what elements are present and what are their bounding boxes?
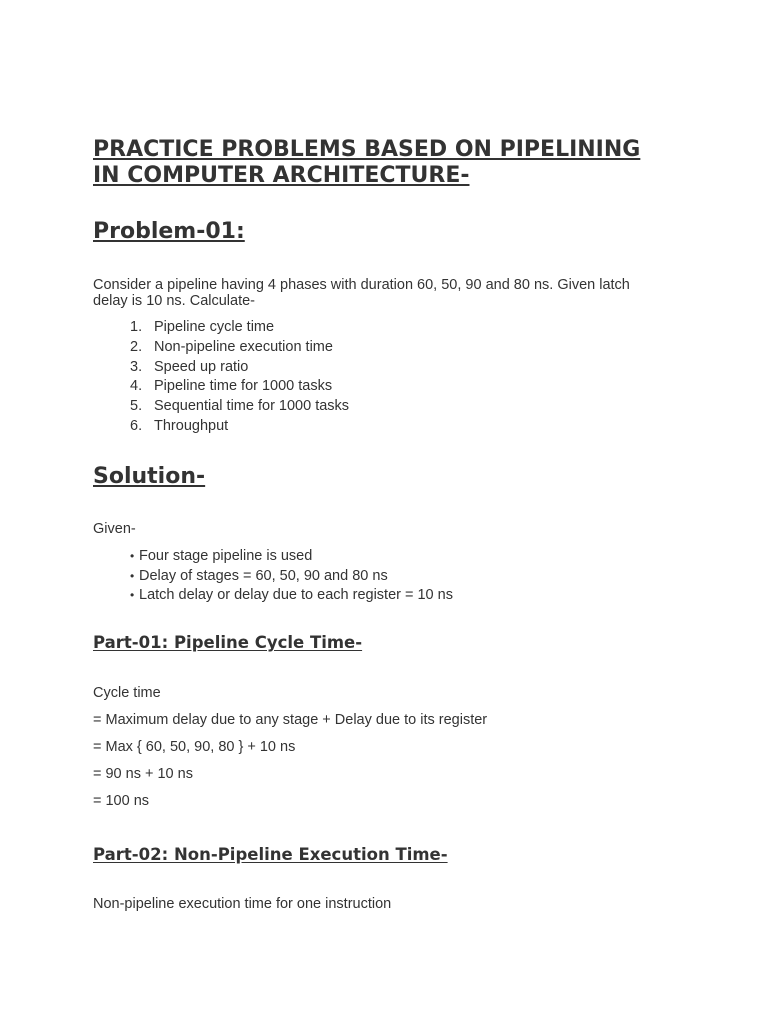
task-list: [93, 318, 349, 437]
task-text: Pipeline cycle time: [154, 319, 275, 335]
part1-heading: Part-01: Pipeline Cycle Time-: [93, 633, 363, 652]
part1-line: Cycle time: [93, 685, 161, 701]
task-number: 2.: [130, 338, 143, 355]
task-item: [93, 318, 349, 338]
page-title-line-2: IN COMPUTER ARCHITECTURE-: [93, 163, 470, 188]
task-item: [93, 397, 349, 417]
page-title: [93, 137, 683, 189]
problem-heading: Problem-01:: [93, 219, 245, 244]
part1-line: = 100 ns: [93, 793, 150, 809]
task-item: [93, 377, 349, 397]
given-item: [93, 547, 453, 567]
task-item: [93, 338, 349, 358]
task-number: 5.: [130, 398, 143, 415]
part1-line: = Max { 60, 50, 90, 80 } + 10 ns: [93, 739, 296, 755]
task-text: Throughput: [154, 417, 229, 434]
part1-line: = Maximum delay due to any stage + Delay due to its register: [93, 712, 488, 728]
task-number: 6.: [130, 417, 143, 434]
part2-text: Non-pipeline execution time for one instruction: [93, 896, 392, 912]
bullet-icon: •: [130, 568, 135, 583]
bullet-icon: •: [130, 588, 135, 603]
given-label: Given-: [93, 521, 136, 537]
task-text: Speed up ratio: [154, 358, 249, 375]
bullet-icon: •: [130, 549, 135, 563]
given-text: Four stage pipeline is used: [139, 548, 313, 564]
given-item: [93, 567, 453, 587]
problem-statement: Consider a pipeline having 4 phases with duration 60, 50, 90 and 80 ns. Given latch delay is 10 ns. Calculate-: [93, 277, 630, 309]
task-text: Sequential time for 1000 tasks: [154, 398, 350, 415]
task-text: Pipeline time for 1000 tasks: [154, 378, 333, 395]
task-number: 4.: [130, 378, 143, 395]
task-number: 1.: [130, 319, 143, 335]
solution-heading: Solution-: [93, 464, 206, 489]
part1-line: = 90 ns + 10 ns: [93, 766, 193, 782]
given-text: Latch delay or delay due to each register = 10 ns: [139, 587, 453, 604]
given-list: [93, 547, 453, 606]
task-number: 3.: [130, 358, 143, 375]
page-title-line-1: PRACTICE PROBLEMS BASED ON PIPELINING: [93, 137, 641, 162]
task-item: [93, 358, 349, 378]
part2-heading: Part-02: Non-Pipeline Execution Time-: [93, 845, 448, 864]
given-text: Delay of stages = 60, 50, 90 and 80 ns: [139, 567, 388, 584]
task-text: Non-pipeline execution time: [154, 338, 333, 355]
task-item: [93, 417, 349, 437]
given-item: [93, 586, 453, 606]
